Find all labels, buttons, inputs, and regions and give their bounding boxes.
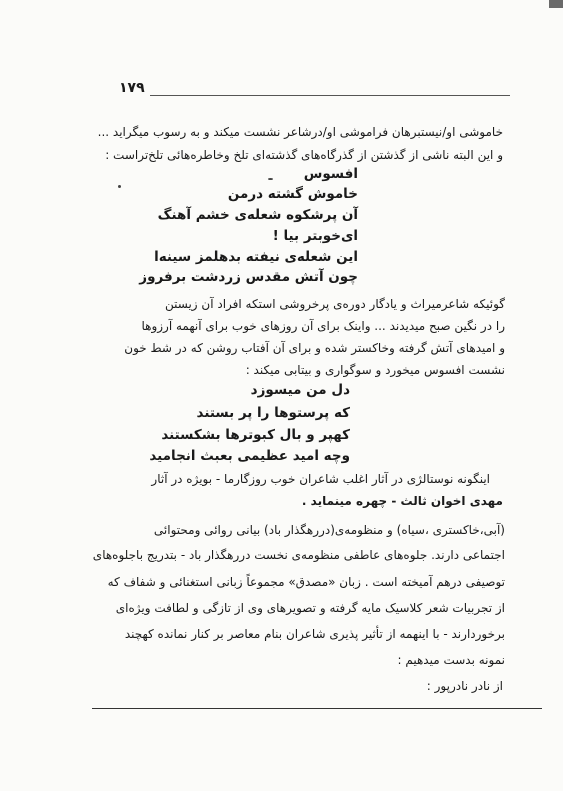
poem-line: وچه امید عظیمی بعبث انجامید bbox=[149, 448, 350, 464]
text-line: خاموشی او/نیستبرهان فراموشی او/درشاعر نشست میکند و به رسوب میگراید ... bbox=[97, 125, 503, 139]
poem-line: چون آتش مقدس زردشت برفروز bbox=[139, 269, 358, 285]
ink-speck bbox=[118, 185, 121, 188]
text-line: گوئیکه شاعرمیراث و یادگار دوره‌ی پرخروشی استکه افراد آن زیستن bbox=[164, 297, 505, 311]
poem-line: خاموش گشته درمن bbox=[227, 186, 358, 202]
poem-line: دل من میسوزد bbox=[250, 382, 350, 398]
text-line: و امیدهای آتش گرفته وخاکستر شده و برای آن آفتاب روشن که در شط خون bbox=[124, 341, 505, 355]
corner-scan-mark bbox=[549, 0, 563, 8]
text-line: نشست افسوس میخورد و سوگواری و بیتابی میکند : bbox=[245, 363, 505, 377]
text-line: از تجربیات شعر کلاسیک مایه گرفته و تصویرهای وی از تازگی و لطافت ویژه‌ای bbox=[115, 601, 505, 615]
poem-line: ای‌خوبتر بیا ! bbox=[272, 228, 358, 244]
text-line: از نادر نادرپور : bbox=[426, 679, 503, 693]
header-rule bbox=[150, 95, 510, 96]
poem-line: کهپر و بال کبوترها بشکستند bbox=[161, 427, 350, 443]
text-line: نمونه بدست میدهیم : bbox=[397, 653, 505, 667]
poem-line: افسوس bbox=[303, 166, 358, 182]
text-line: مهدی اخوان ثالث - چهره مینماید . bbox=[301, 494, 503, 508]
page-number: ۱۷۹ bbox=[119, 80, 145, 96]
text-line: اجتماعی دارند. جلوه‌های عاطفی منظومه‌ی نخست دررهگذار باد - بتدریج باجلوه‌های bbox=[92, 548, 505, 562]
text-line: و این البته ناشی از گذشتن از گذرگاه‌های گذشته‌ای تلخ وخاطره‌هائی تلخ‌تراست : bbox=[105, 148, 503, 162]
text-line: اینگونه نوستالژی در آثار اغلب شاعران خوب روزگارما - بویژه در آثار bbox=[151, 472, 490, 486]
poem-line: این شعله‌ی نیفته بدهلمز سینه‌ا bbox=[154, 249, 358, 265]
text-line: (آبی،خاکستری ،سیاه) و منظومه‌ی(دررهگذار باد) بیانی روائی ومحتوائی bbox=[153, 523, 505, 537]
poem-line: که پرستوها را پر بستند bbox=[196, 405, 350, 421]
text-line: را در نگین صبح میدیدند ... واینک برای آن روزهای خوب برای آنهمه آرزوها bbox=[141, 319, 505, 333]
poem-line: آن پرشکوه شعله‌ی خشم آهنگ bbox=[157, 207, 358, 223]
text-line: برخوردارند - با اینهمه از تأثیر پذیری شاعران بنام معاصر بر کنار نمانده کهچند bbox=[124, 627, 505, 641]
text-line: توصیفی درهم آمیخته است . زبان «مصدق» مجموعاً زبانی استغنائی و شفاف که bbox=[107, 575, 505, 589]
footer-rule bbox=[92, 708, 542, 709]
